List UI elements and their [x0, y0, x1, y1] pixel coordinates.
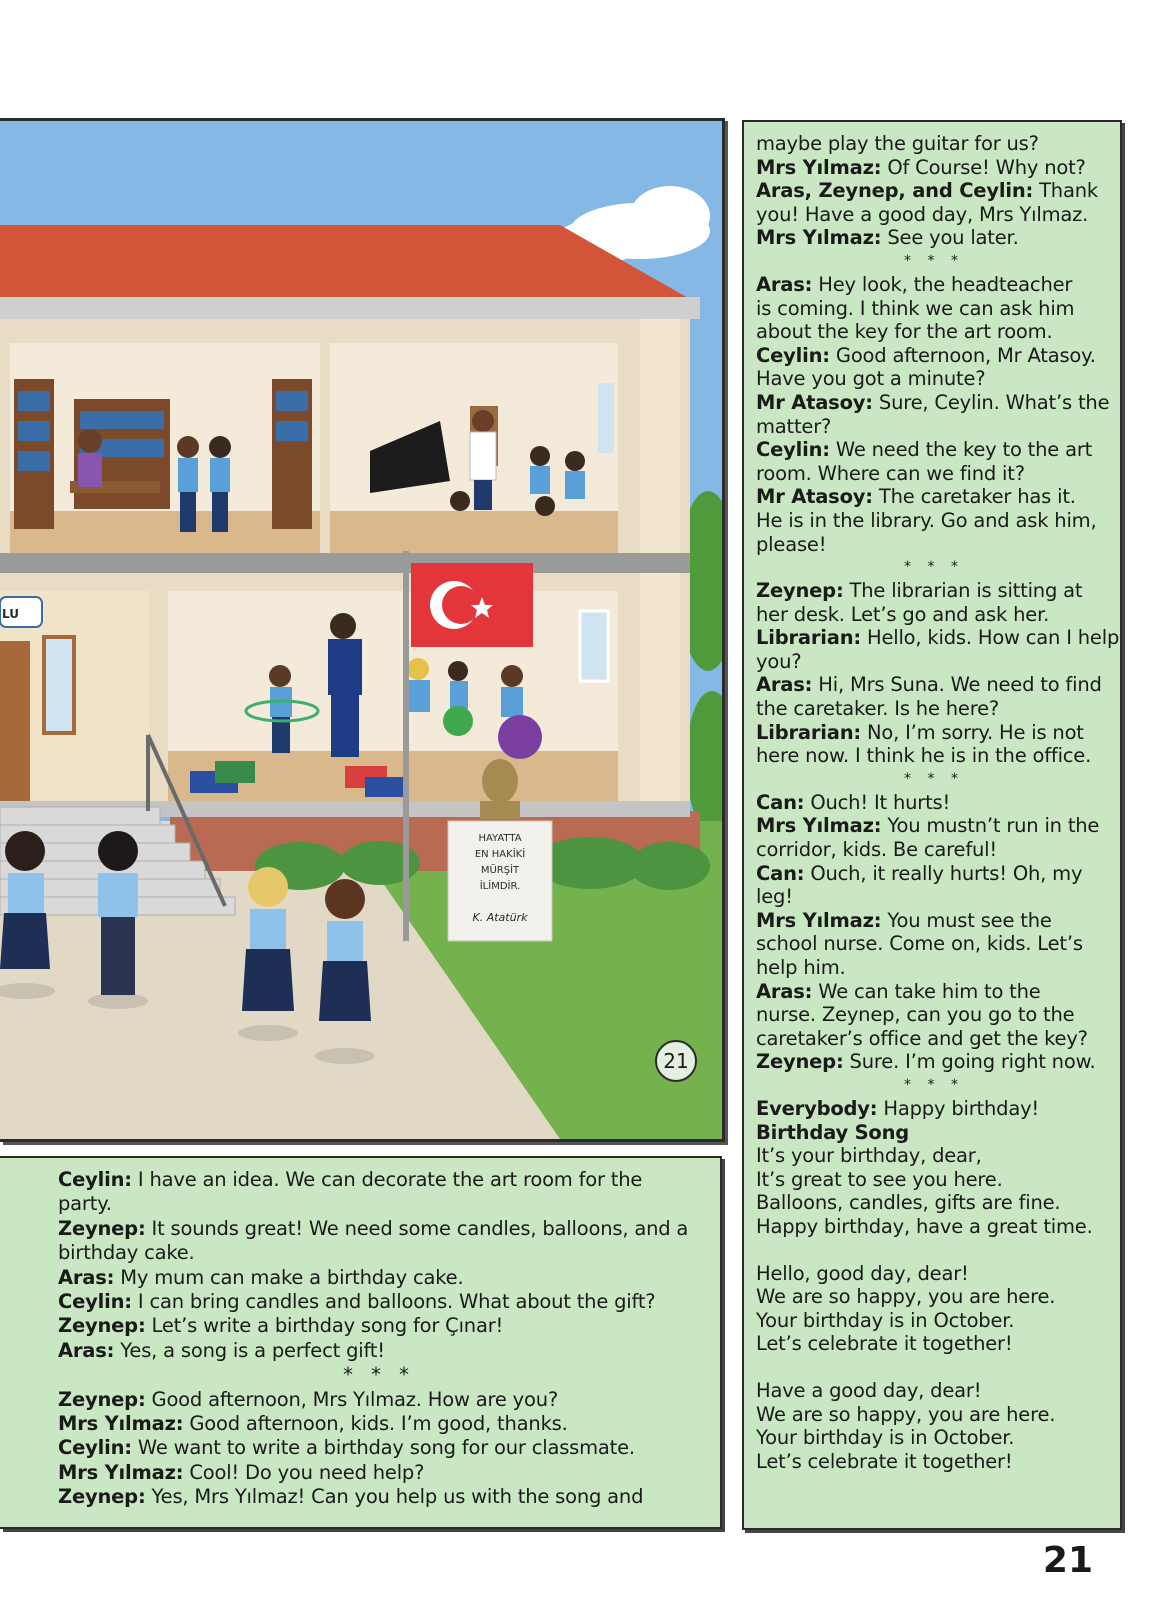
dialogue-line [756, 1403, 1112, 1427]
monument-line-1: HAYATTA [478, 833, 522, 844]
dialogue-line [756, 862, 1112, 886]
dialogue-text: help him. [756, 956, 846, 979]
scene-separator: * * * [904, 252, 964, 269]
room-sign: LU [2, 607, 19, 621]
dialogue-line [756, 650, 1112, 674]
dialogue-line [756, 156, 1112, 180]
dialogue-text: We are so happy, you are here. [756, 1402, 1056, 1426]
monument-line-2: EN HAKİKİ [474, 849, 526, 860]
dialogue-text: The librarian is sitting at [843, 579, 1083, 603]
dialogue-line [756, 1426, 1112, 1450]
dialogue-text: We need the key to the art [829, 438, 1093, 462]
dialogue-text: Good afternoon, kids. I’m good, thanks. [183, 1412, 568, 1436]
dialogue-line [756, 579, 1112, 603]
dialogue-text: Have a good day, dear! [756, 1378, 982, 1402]
scene-separator: * * * [904, 559, 964, 576]
dialogue-line [756, 956, 1112, 980]
dialogue-text: It’s your birthday, dear, [756, 1144, 982, 1168]
dialogue-line [58, 1290, 700, 1314]
dialogue-text: Hi, Mrs Suna. We need to find [812, 673, 1102, 697]
speaker-name: Mrs Yılmaz: [58, 1460, 184, 1484]
dialogue-line [58, 1436, 700, 1460]
dialogue-text: Your birthday is in October. [756, 1308, 1015, 1332]
dialogue-text: Let’s write a birthday song for Çınar! [145, 1314, 504, 1338]
dialogue-line [58, 1314, 700, 1338]
dialogue-line [756, 1215, 1112, 1239]
dialogue-line [756, 791, 1112, 815]
dialogue-line [756, 721, 1112, 745]
dialogue-text: here now. I think he is in the office. [756, 744, 1092, 768]
speaker-name: Aras, Zeynep, and Ceylin: [756, 179, 1034, 203]
stanza-gap [756, 1239, 1112, 1262]
dialogue-text: Hey look, the headteacher [812, 272, 1073, 296]
speaker-name: Ceylin: [58, 1168, 132, 1191]
speaker-name: Can: [756, 790, 805, 814]
dialogue-line [756, 1191, 1112, 1215]
dialogue-text: room. Where can we find it? [756, 461, 1025, 485]
scene-separator: * * * [343, 1363, 415, 1387]
speaker-name: Librarian: [756, 626, 861, 650]
scene-separator: * * * [904, 770, 964, 787]
speaker-name: Ceylin: [58, 1290, 132, 1314]
dialogue-text: We are so happy, you are here. [756, 1285, 1056, 1309]
dialogue-text: Your birthday is in October. [756, 1426, 1015, 1450]
dialogue-line [756, 1027, 1112, 1051]
dialogue-text: Good afternoon, Mrs Yılmaz. How are you? [145, 1387, 559, 1411]
speaker-name: Mrs Yılmaz: [756, 226, 882, 250]
speaker-name: Zeynep: [58, 1485, 146, 1509]
dialogue-line [756, 1379, 1112, 1403]
dialogue-text: the caretaker. Is he here? [756, 697, 1000, 721]
dialogue-text: We want to write a birthday song for our classmate. [131, 1436, 635, 1460]
dialogue-box-right [742, 120, 1122, 1530]
dialogue-line [756, 626, 1120, 650]
monument-signature: K. Atatürk [472, 911, 528, 924]
dialogue-text: party. [58, 1192, 112, 1216]
dialogue-text: I can bring candles and balloons. What about the gift? [131, 1290, 656, 1314]
speaker-name: Zeynep: [58, 1216, 146, 1240]
dialogue-line [756, 462, 1112, 486]
dialogue-line [58, 1241, 700, 1265]
dialogue-text: You must see the [881, 908, 1052, 932]
dialogue-line [58, 1266, 700, 1290]
dialogue-text: matter? [756, 414, 832, 438]
speaker-name: Can: [756, 861, 805, 885]
speaker-name: Mr Atasoy: [756, 485, 873, 509]
dialogue-text: Have you got a minute? [756, 367, 986, 391]
speaker-name: Mr Atasoy: [756, 390, 873, 414]
dialogue-line [756, 509, 1112, 533]
dialogue-line [756, 533, 1112, 557]
dialogue-line [756, 415, 1112, 439]
speaker-name: Mrs Yılmaz: [756, 155, 882, 179]
dialogue-line [756, 673, 1112, 697]
speaker-name: Mrs Yılmaz: [58, 1412, 184, 1436]
dialogue-text: leg! [756, 885, 793, 909]
speaker-name: Mrs Yılmaz: [756, 814, 882, 838]
dialogue-line [756, 814, 1112, 838]
speaker-name: Aras: [58, 1338, 115, 1362]
dialogue-line [756, 1262, 1112, 1286]
dialogue-line [58, 1388, 700, 1412]
dialogue-text: Let’s celebrate it together! [756, 1332, 1013, 1356]
dialogue-line [756, 1097, 1112, 1121]
speaker-name: Ceylin: [58, 1436, 132, 1460]
monument-line-3: MÜRŞİT [480, 865, 520, 876]
scene-separator: * * * [904, 1076, 964, 1093]
dialogue-line [58, 1192, 700, 1216]
speaker-name: Zeynep: [756, 1050, 844, 1074]
dialogue-line [756, 438, 1112, 462]
dialogue-text: Good afternoon, Mr Atasoy. [829, 343, 1096, 367]
dialogue-text: It’s great to see you here. [756, 1167, 1003, 1191]
dialogue-text: Yes, a song is a perfect gift! [114, 1338, 385, 1362]
dialogue-line [756, 1168, 1112, 1192]
dialogue-text: maybe play the guitar for us? [756, 132, 1039, 155]
dialogue-text: He is in the library. Go and ask him, [756, 508, 1097, 532]
dialogue-text: Sure, Ceylin. What’s the [872, 390, 1110, 414]
dialogue-line [756, 179, 1112, 203]
dialogue-text: school nurse. Come on, kids. Let’s [756, 932, 1083, 956]
dialogue-line [756, 1450, 1112, 1474]
dialogue-line [756, 744, 1112, 768]
dialogue-line [756, 1332, 1112, 1356]
dialogue-text: caretaker’s office and get the key? [756, 1026, 1088, 1050]
dialogue-text: See you later. [881, 226, 1019, 250]
dialogue-text: Of Course! Why not? [881, 155, 1086, 179]
dialogue-text: Happy birthday! [877, 1096, 1040, 1120]
dialogue-line [756, 909, 1112, 933]
dialogue-text: Hello, good day, dear! [756, 1261, 969, 1285]
dialogue-line [58, 1339, 700, 1363]
dialogue-line [756, 203, 1112, 227]
dialogue-text: I have an idea. We can decorate the art room for the [131, 1168, 643, 1191]
speaker-name: Aras: [756, 979, 813, 1003]
dialogue-text: Ouch, it really hurts! Oh, my [804, 861, 1083, 885]
flagpole [403, 551, 409, 941]
page-badge-number: 21 [663, 1049, 689, 1073]
dialogue-text: Ouch! It hurts! [804, 790, 951, 814]
school-illustration [0, 118, 725, 1142]
dialogue-text: is coming. I think we can ask him [756, 296, 1075, 320]
dialogue-line [756, 697, 1112, 721]
dialogue-line [756, 838, 1112, 862]
dialogue-line [756, 320, 1112, 344]
speaker-name: Mrs Yılmaz: [756, 908, 882, 932]
dialogue-text: corridor, kids. Be careful! [756, 838, 998, 862]
dialogue-line [756, 1003, 1112, 1027]
speaker-name: Aras: [756, 272, 813, 296]
speaker-name: Everybody: [756, 1096, 878, 1120]
dialogue-line [756, 603, 1112, 627]
dialogue-text: No, I’m sorry. He is not [860, 720, 1084, 744]
dialogue-line [756, 1144, 1112, 1168]
dialogue-text: Sure. I’m going right now. [843, 1050, 1096, 1074]
dialogue-line [58, 1168, 700, 1192]
dialogue-line [756, 391, 1112, 415]
dialogue-text: Cool! Do you need help? [183, 1460, 425, 1484]
speaker-name: Aras: [58, 1265, 115, 1289]
speaker-name: Birthday Song [756, 1120, 910, 1144]
dialogue-text: It sounds great! We need some candles, balloons, and a [145, 1216, 689, 1240]
speaker-name: Ceylin: [756, 438, 830, 462]
dialogue-line [756, 980, 1112, 1004]
dialogue-text: You mustn’t run in the [881, 814, 1100, 838]
dialogue-line [756, 1285, 1112, 1309]
dialogue-line [756, 932, 1112, 956]
speaker-name: Zeynep: [756, 579, 844, 603]
dialogue-text: Happy birthday, have a great time. [756, 1214, 1093, 1238]
dialogue-line [756, 885, 1112, 909]
dialogue-text: her desk. Let’s go and ask her. [756, 602, 1050, 626]
dialogue-line [756, 344, 1112, 368]
dialogue-text: please! [756, 532, 827, 556]
stanza-gap [756, 1356, 1112, 1379]
dialogue-text: you? [756, 649, 802, 673]
dialogue-line [58, 1461, 700, 1485]
dialogue-line [756, 1121, 1112, 1145]
speaker-name: Librarian: [756, 720, 861, 744]
dialogue-box-bottom [0, 1156, 722, 1529]
page-number: 21 [1042, 1540, 1093, 1581]
speaker-name: Zeynep: [58, 1387, 146, 1411]
dialogue-text: The caretaker has it. [872, 485, 1076, 509]
dialogue-text: Yes, Mrs Yılmaz! Can you help us with the song and [145, 1485, 644, 1509]
speaker-name: Aras: [756, 673, 813, 697]
dialogue-text: Let’s celebrate it together! [756, 1449, 1013, 1473]
dialogue-text: you! Have a good day, Mrs Yılmaz. [756, 202, 1089, 226]
dialogue-text: My mum can make a birthday cake. [114, 1265, 464, 1289]
dialogue-text: nurse. Zeynep, can you go to the [756, 1003, 1075, 1027]
dialogue-text: Hello, kids. How can I help [860, 626, 1120, 650]
dialogue-line [756, 132, 1112, 156]
dialogue-line [756, 485, 1112, 509]
dialogue-text: We can take him to the [812, 979, 1041, 1003]
monument-line-4: İLİMDİR. [479, 881, 521, 892]
dialogue-line [58, 1217, 700, 1241]
dialogue-line [58, 1412, 700, 1436]
dialogue-line [756, 367, 1112, 391]
dialogue-line [756, 297, 1112, 321]
dialogue-line [756, 1309, 1112, 1333]
dialogue-text: birthday cake. [58, 1241, 195, 1265]
dialogue-line [756, 273, 1112, 297]
dialogue-line [58, 1485, 700, 1509]
dialogue-text: Balloons, candles, gifts are fine. [756, 1191, 1061, 1215]
speaker-name: Ceylin: [756, 343, 830, 367]
speaker-name: Zeynep: [58, 1314, 146, 1338]
dialogue-line [756, 1050, 1112, 1074]
dialogue-text: Thank [1033, 179, 1098, 203]
dialogue-line [756, 226, 1112, 250]
dialogue-text: about the key for the art room. [756, 320, 1053, 344]
